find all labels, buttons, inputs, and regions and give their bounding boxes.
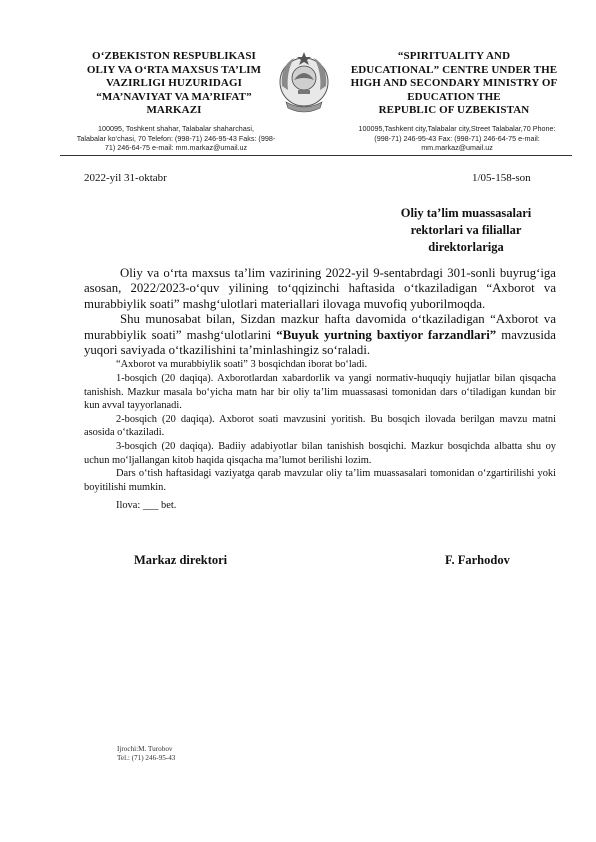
paragraph [84,312,556,358]
executor-phone: Tel.: (71) 246-95-43 [117,754,176,763]
paragraph: Oliy va o‘rta maxsus ta’lim vazirining 2022-yil 9-sentabrdagi 301-sonli buyrug‘iga asosan, 2022/2023-o‘quv yilining to‘qqizinchi haftasida o‘tkaziladigan “Axborot va murabbiylik soati” mashg‘ulotlari materiallari ilovaga muvofiq yuborilmoqda. [84,266,556,311]
state-emblem-icon [276,46,332,120]
address-en [340,124,574,153]
letter-body [84,266,556,513]
address-line: 100095, Toshkent shahar, Talabalar shaharchasi, [98,124,254,133]
org-name-uz-line: O‘ZBEKISTON RESPUBLIKASI [92,50,256,62]
address-line: 100095,Tashkent city,Talabalar city,Street Talabalar,70 Phone: [358,124,556,133]
org-name-en-line: HIGH AND SECONDARY MINISTRY OF [350,77,558,89]
executor-info [117,745,175,764]
org-name-uz-line: MARKAZI [146,104,202,116]
address-line: 71) 246-64-75 e-mail: mm.markaz@umail.uz [104,143,248,153]
document-date: 2022-yil 31-oktabr [84,172,167,184]
org-name-en [338,50,570,118]
paragraph-text: mavzusida yuqori saviyada o‘tkazilishini ta’minlashingiz so‘raladi. [84,327,556,358]
org-name-uz-line: OLIY VA O‘RTA MAXSUS TA’LIM [86,63,262,76]
org-name-en-line: REPUBLIC OF UZBEKISTAN [378,104,530,116]
signatory-position: Markaz direktori [134,553,228,567]
addressee-line: direktorlariga [428,240,504,254]
paragraph: 1-bosqich (20 daqiqa). Axborotlardan xabardorlik va yangi normativ-huquqiy hujjatlar bilan qisqacha tanishish. Mazkur masala bo‘yicha matn har bir oliy ta’lim muassasasi tomonidan dars o‘tiladigan kundan bir kun avval tayyorlanadi. [84,373,556,412]
org-name-en-line: EDUCATION THE [407,90,501,103]
org-name-uz-line: VAZIRLIGI HUZURIDAGI [106,77,242,89]
address-uz [60,124,292,153]
signatory-name: F. Farhodov [445,553,510,567]
addressee-line: Oliy ta’lim muassasalari [400,206,532,220]
org-name-uz-line: “MA’NAVIYAT VA MA’RIFAT” [96,90,252,103]
attachment-note: Ilova: ___ bet. [116,500,177,512]
document-number: 1/05-158-son [472,172,531,184]
topic-title: “Buyuk yurtning baxtiyor farzandlari” [276,327,497,342]
executor-name: Ijrochi:M. Turobov [117,745,173,753]
org-name-en-line: EDUCATIONAL” CENTRE UNDER THE [350,63,558,76]
paragraph: 2-bosqich (20 daqiqa). Axborot soati mavzusini yoritish. Bu bosqich ilovada berilgan mavzu matni asosida o‘tkaziladi. [84,413,556,439]
address-line: (998-71) 246-95-43 Fax: (998-71) 246-64-75 e-mail: [374,133,540,143]
paragraph: “Axborot va murabbiylik soati” 3 bosqichdan iborat bo‘ladi. [116,359,368,371]
paragraph-text: Shu munosabat bilan, Sizdan mazkur hafta davomida o‘tkaziladigan “Axborot va murabbiylik soati” mashg‘ulotlarini [84,312,556,342]
org-name-en-line: “SPIRITUALITY AND [397,50,511,62]
address-line: mm.markaz@umail.uz [421,143,493,153]
paragraph: 3-bosqich (20 daqiqa). Badiiy adabiyotlar bilan tanishish bosqichi. Mazkur bosqichda albatta shu oy uchun mo‘ljallangan kitob haqida qisqacha ma’lumot berilishi lozim. [84,441,556,466]
paragraph: Dars o‘tish haftasidagi vaziyatga qarab mavzular oliy ta’lim muassasalari tomonidan o‘zgartirilishi yoki boyitilishi mumkin. [84,468,556,493]
header-divider [60,155,572,156]
addressee-line: rektorlari va filiallar [410,223,522,237]
org-name-uz [60,50,288,118]
addressee [380,205,552,256]
address-line: Talabalar ko‘chasi, 70 Telefon: (998-71) 246-95-43 Faks: (998- [76,133,276,143]
